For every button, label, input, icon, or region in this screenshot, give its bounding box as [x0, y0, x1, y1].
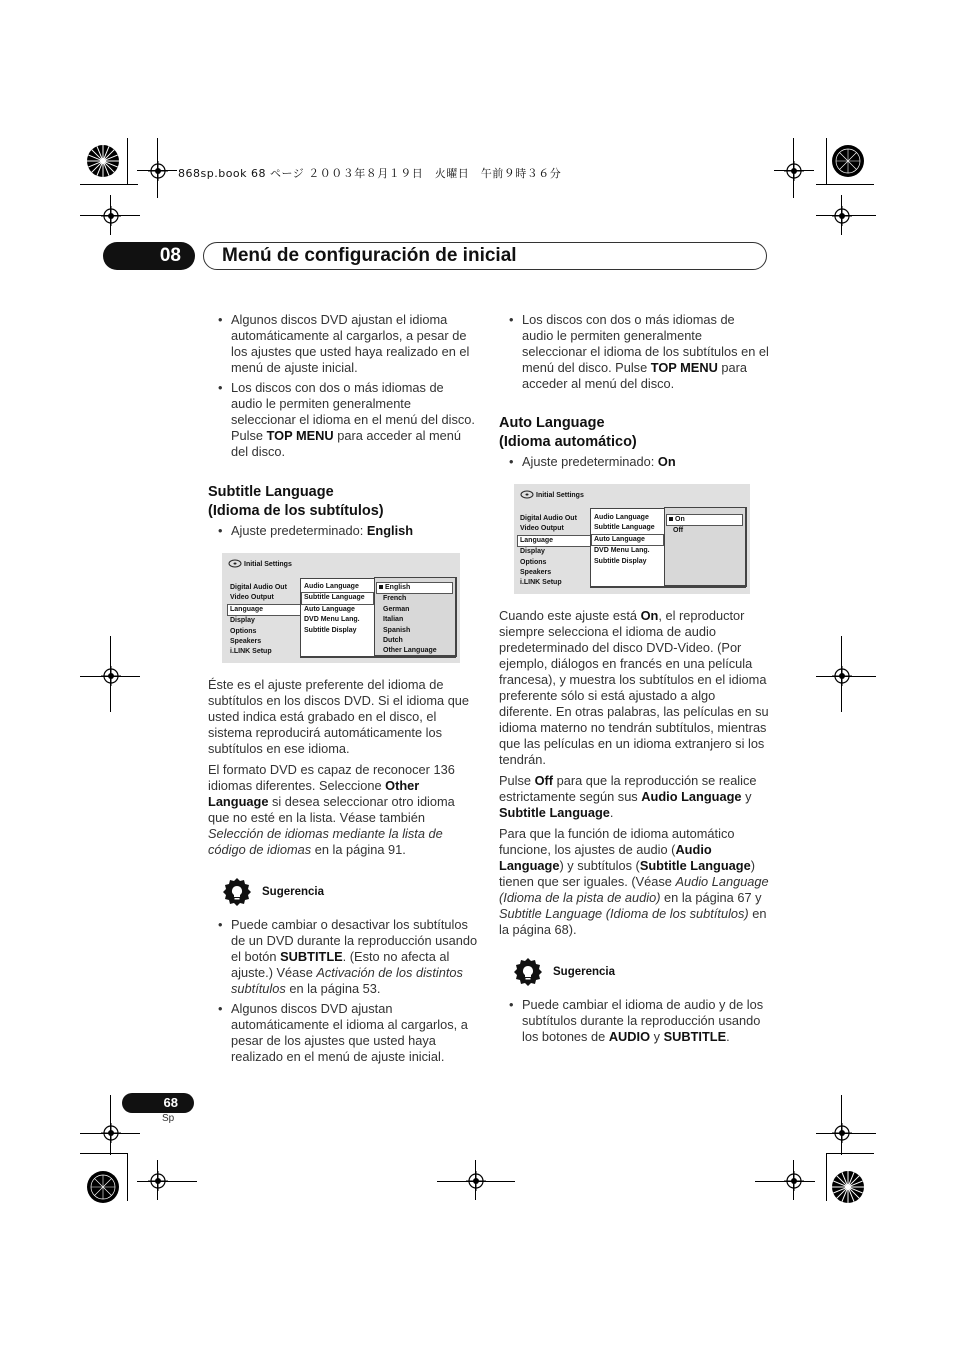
menu-item: Audio Language: [594, 514, 649, 521]
registration-mark-icon: [466, 1171, 486, 1191]
option: Off: [673, 527, 684, 535]
registration-mark-icon: [832, 1123, 852, 1143]
section-subheading: (Idioma automático): [499, 434, 637, 450]
menu-item-selected: Auto Language: [591, 534, 664, 546]
bullet-text: Algunos discos DVD ajustan el idioma automáticamente al cargarlos, a pesar de los ajustes que usted haya realizado en el menú de ajuste inicial.: [231, 312, 470, 375]
menu-item: Video Output: [230, 594, 274, 602]
registration-mark-icon: [101, 1123, 121, 1143]
registration-mark-icon: [832, 666, 852, 686]
option: German: [383, 605, 410, 613]
chapter-number-badge: 08: [103, 242, 195, 270]
lightbulb-icon: [513, 958, 543, 988]
menu-item-selected: Language: [227, 604, 304, 616]
starburst-target-icon: [86, 1170, 120, 1204]
main-menu: [228, 583, 304, 658]
default-label: Ajuste predeterminado:: [522, 454, 658, 469]
right-bullet-1: • Los discos con dos o más idiomas de audio le permiten generalmente seleccionar el idioma de los subtítulos en el menú del disco. Pulse TOP MENU para acceder al menú del disco.: [499, 312, 769, 392]
menu-item-selected: Language: [517, 535, 594, 547]
option-label: English: [385, 584, 411, 591]
left-body: [208, 677, 478, 863]
starburst-target-icon: [831, 1170, 865, 1204]
option: French: [383, 595, 407, 603]
registration-mark-icon: [832, 206, 852, 226]
tip-bullet: • Puede cambiar el idioma de audio y de los subtítulos durante la reproducción usando los botones de AUDIO y SUBTITLE.: [499, 997, 769, 1045]
menu-item: Subtitle Display: [594, 557, 647, 565]
option-selected: [376, 582, 453, 594]
paragraph: Éste es el ajuste preferente del idioma de subtítulos en los discos DVD. Si el idioma que usted indica está grabado en el disco, el sistema reproducirá automáticamente los subtítulos en ese idioma.: [208, 677, 470, 756]
right-tip-bullets: [499, 997, 769, 1049]
initial-settings-screen-subtitle: [222, 553, 460, 663]
option-selected: [666, 514, 743, 526]
subtitle-language-section: [208, 483, 478, 543]
page-language: Sp: [162, 1113, 175, 1124]
registration-mark-icon: [101, 206, 121, 226]
bullet-text: para acceder al menú del disco.: [231, 428, 461, 459]
paragraph: Cuando este ajuste está On, el reproductor siempre selecciona el idioma de audio predeterminado del disco DVD-Video. (Por ejemplo, diálogos en francés en una película francesa), y muestra los subtítulos en el idioma preferente sólo si está ajustado a algo diferente. En otras palabras, las películas en su idioma materno no tendrán subtítulos, mientras que las películas en un idioma extranjero si los tendrán.: [499, 608, 769, 767]
auto-language-section: [499, 414, 769, 474]
menu-item: Digital Audio Out: [230, 584, 287, 591]
top-menu-label: TOP MENU: [266, 428, 334, 443]
menu-item: Options: [230, 627, 257, 635]
tip-bullet: • Puede cambiar o desactivar los subtítulos de un DVD durante la reproducción usando el botón SUBTITLE. (Esto no afecta al ajuste.) Véase Activación de los distintos subtítulos en la página 53.: [208, 917, 478, 997]
default-setting: [208, 523, 478, 539]
default-setting: [499, 454, 769, 470]
tip-bullet: • Algunos discos DVD ajustan automáticamente el idioma al cargarlos, a pesar de los ajustes que usted haya realizado en el menú de ajuste inicial.: [208, 1001, 478, 1065]
menu-item: Options: [520, 558, 547, 566]
left-bullet-1: [208, 312, 478, 376]
right-body: [499, 608, 769, 943]
section-heading: Auto Language: [499, 415, 605, 431]
options-panel: [374, 577, 457, 657]
menu-item: DVD Menu Lang.: [304, 616, 360, 624]
option: Italian: [383, 616, 404, 624]
sub-menu: [302, 582, 374, 636]
registration-mark-icon: [784, 161, 804, 181]
option-label: On: [675, 516, 685, 523]
registration-mark-icon: [101, 666, 121, 686]
starburst-target-icon: [86, 144, 120, 178]
disc-icon: [520, 490, 534, 499]
bullet-text: Los discos con dos o más idiomas de audio le permiten generalmente seleccionar el idioma en el menú del disco. Pulse: [231, 380, 475, 443]
screen-title: Initial Settings: [244, 561, 292, 568]
left-tip-bullets: [208, 917, 478, 1069]
default-value: English: [366, 523, 414, 538]
menu-item: Subtitle Display: [304, 626, 357, 634]
registration-mark-icon: [148, 161, 168, 181]
chapter-title: Menú de configuración de inicial: [222, 245, 517, 266]
menu-item: Video Output: [520, 525, 564, 533]
menu-item: Digital Audio Out: [520, 515, 577, 522]
sub-panel: [300, 578, 456, 658]
main-menu: [518, 514, 594, 589]
tip-label: Sugerencia: [262, 886, 324, 898]
starburst-target-icon: [831, 144, 865, 178]
menu-item: Display: [520, 548, 545, 556]
menu-item: Subtitle Language: [594, 524, 655, 532]
disc-icon: [228, 559, 242, 568]
paragraph: Pulse Off para que la reproducción se realice estrictamente según sus Audio Language y Subtitle Language.: [499, 773, 757, 820]
default-value: On: [657, 454, 676, 469]
section-subheading: (Idioma de los subtítulos): [208, 503, 384, 519]
book-info-line: 868sp.book 68 ページ ２００３年８月１９日 火曜日 午前９時３６分: [178, 167, 562, 180]
menu-item: DVD Menu Lang.: [594, 547, 650, 555]
initial-settings-screen-auto: [514, 484, 750, 594]
tip-label: Sugerencia: [553, 966, 615, 978]
chapter-title-box: [203, 242, 767, 270]
paragraph: El formato DVD es capaz de reconocer 136 idiomas diferentes. Seleccione Other Language si desea seleccionar otro idioma que no esté en la lista. Véase también Selección de idiomas mediante la lista de código de idiomas en la página 91.: [208, 762, 455, 857]
sub-panel: [590, 508, 746, 588]
lightbulb-icon: [222, 878, 252, 908]
menu-item: i.LINK Setup: [230, 648, 272, 656]
left-column: [208, 312, 478, 464]
menu-item: Speakers: [230, 637, 262, 645]
registration-mark-icon: [148, 1171, 168, 1191]
menu-item: i.LINK Setup: [520, 579, 562, 587]
section-heading: Subtitle Language: [208, 484, 334, 500]
left-bullet-2: [208, 380, 478, 460]
option: Dutch: [383, 636, 403, 644]
options-list: [377, 582, 453, 657]
sub-menu: [592, 513, 664, 567]
menu-item: Display: [230, 617, 255, 625]
options-panel: [664, 507, 747, 587]
screen-title: Initial Settings: [536, 492, 584, 499]
registration-mark-icon: [784, 1171, 804, 1191]
paragraph: Para que la función de idioma automático funcione, los ajustes de audio (Audio Language) y subtítulos (Subtitle Language) tienen que ser iguales. (Véase Audio Language (Idioma de la pista de audio) en la página 67 y Subtitle Language (Idioma de los subtítulos) en la página 68).: [499, 826, 769, 937]
menu-item-selected: Subtitle Language: [301, 592, 374, 604]
menu-item: Speakers: [520, 568, 552, 576]
right-column-top: [499, 312, 769, 396]
menu-item: Auto Language: [304, 605, 355, 613]
option: Spanish: [383, 626, 411, 634]
menu-item: Audio Language: [304, 583, 359, 590]
option: Other Language: [383, 647, 437, 655]
default-label: Ajuste predeterminado:: [231, 523, 367, 538]
options-list: [667, 514, 743, 537]
page-number: 68: [122, 1093, 194, 1113]
